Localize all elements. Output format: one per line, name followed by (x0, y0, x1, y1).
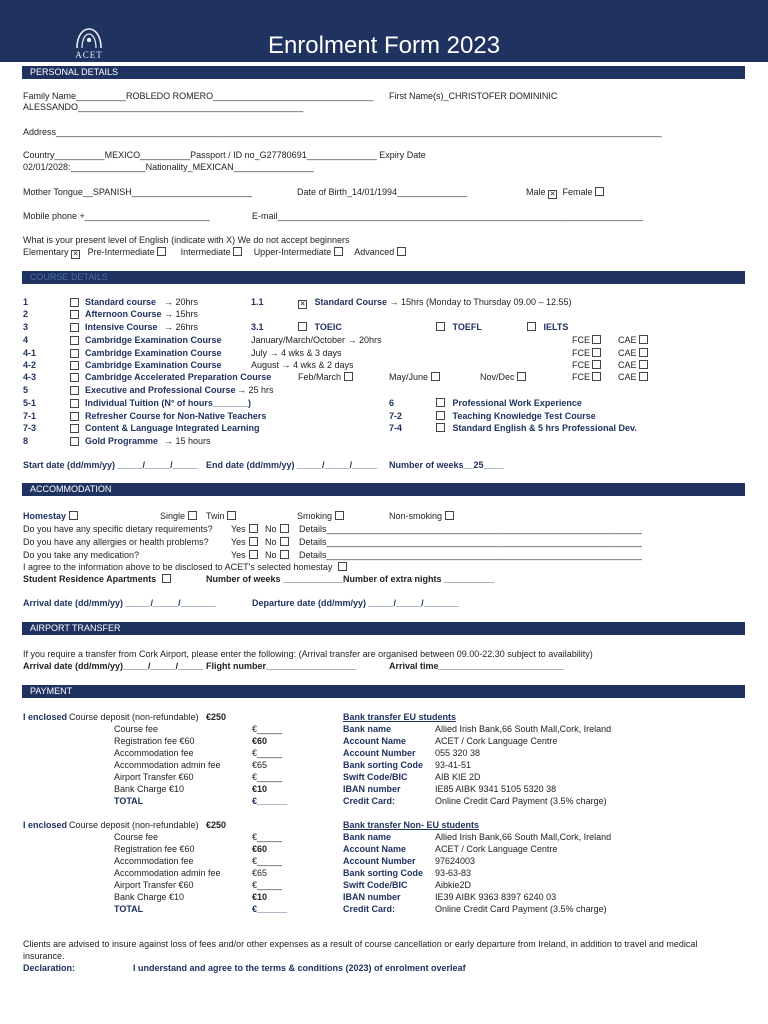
feb-march-label: Feb/March (298, 372, 342, 382)
form-header (0, 0, 768, 62)
yes-checkbox[interactable] (249, 550, 258, 559)
bank-detail-value: Allied Irish Bank,66 South Mall,Cork, Ireland (435, 724, 612, 734)
english-level-options (23, 247, 406, 259)
fee-amount-field[interactable]: €_____ (252, 856, 283, 866)
upper-intermediate-checkbox[interactable] (334, 247, 343, 256)
cae-checkbox[interactable] (639, 335, 648, 344)
first-name-continued[interactable]: ALESSANDO_____________________________________________ (23, 102, 304, 112)
mobile-field[interactable]: Mobile phone +_________________________ (23, 211, 210, 221)
cae-checkbox[interactable] (639, 372, 648, 381)
residence-checkbox[interactable] (162, 574, 171, 583)
fee-label: Airport Transfer €60 (114, 772, 194, 782)
toeic-label: TOEIC (314, 322, 342, 332)
bank-detail-label: Bank sorting Code (343, 760, 424, 770)
homestay-label: Homestay (23, 511, 67, 521)
cae-checkbox[interactable] (639, 348, 648, 357)
fee-label: Bank Charge €10 (114, 892, 185, 902)
course-number: 4-3 (23, 372, 37, 382)
enclosed-label: I enclosed (23, 712, 68, 722)
mother-tongue-field[interactable]: Mother Tongue__SPANISH________________________ (23, 187, 252, 197)
no-option (265, 550, 289, 561)
toefl-checkbox[interactable] (436, 322, 445, 331)
deposit-amount: €250 (206, 820, 227, 830)
homestay-checkbox[interactable] (69, 511, 78, 520)
course-7-4-name: Standard English & 5 hrs Professional Dev. (452, 423, 637, 433)
may-june-label: May/June (389, 372, 429, 382)
fee-amount-field[interactable]: €65 (252, 868, 268, 878)
fee-amount-field[interactable]: €10 (252, 784, 268, 794)
yes-option (231, 537, 258, 548)
total-amount-field[interactable]: €______ (252, 796, 288, 806)
start-date-field[interactable] (23, 460, 198, 471)
fce-checkbox[interactable] (592, 360, 601, 369)
fee-amount-field[interactable]: €60 (252, 844, 268, 854)
fee-label: Accommodation fee (114, 856, 194, 866)
course-checkbox[interactable] (70, 361, 79, 370)
enclosed-label: I enclosed (23, 820, 68, 830)
course-number: 4 (23, 335, 29, 345)
fee-amount-field[interactable]: €_____ (252, 772, 283, 782)
course-name: Cambridge Examination Course (85, 335, 222, 345)
yes-option (231, 524, 258, 535)
nov-dec-label: Nov/Dec (480, 372, 515, 382)
address-field[interactable]: Address_________________________________________________________________________________________________________________________ (23, 127, 662, 137)
no-option (265, 537, 289, 548)
course-hours: → 25 hrs (237, 385, 274, 395)
course-name: Standard course (85, 297, 157, 307)
course-name: Refresher Course for Non-Native Teachers (85, 411, 267, 421)
cae-option (618, 360, 648, 371)
bank-detail-value: 93-63-83 (435, 868, 472, 878)
cae-label: CAE (618, 335, 637, 345)
section-personal-details: PERSONAL DETAILS (22, 66, 745, 79)
bank-detail-value: Allied Irish Bank,66 South Mall,Cork, Ireland (435, 832, 612, 842)
airport-arrival-date-field[interactable]: Arrival date (dd/mm/yy)_____/_____/_____ (23, 661, 204, 671)
residence-label: Student Residence Apartments (23, 574, 157, 584)
homestay-consent (23, 562, 347, 573)
ielts-checkbox[interactable] (527, 322, 536, 331)
arrival-date-text: Arrival date (dd/mm/yy) _____/_____/_______ (23, 598, 216, 608)
course-1-1-checkbox-checked[interactable]: ✕ (299, 301, 306, 308)
section-payment: PAYMENT (22, 685, 745, 698)
section-course-details: COURSE DETAILS (22, 271, 745, 284)
course-hours: → 15 hours (164, 436, 211, 446)
course-number: 7-3 (23, 423, 37, 433)
yes-checkbox[interactable] (249, 537, 258, 546)
pre-intermediate-checkbox[interactable] (157, 247, 166, 256)
course-7-2 (436, 411, 596, 422)
course-num-6: 6 (389, 398, 395, 408)
course-name: Content & Language Integrated Learning (85, 423, 260, 433)
arrival-date-field[interactable] (23, 598, 216, 609)
level-intermediate: Intermediate (180, 247, 231, 257)
bank-detail-value: ACET / Cork Language Centre (435, 844, 558, 854)
page-title: Enrolment Form 2023 (267, 32, 501, 59)
intermediate-checkbox[interactable] (233, 247, 242, 256)
course-checkbox[interactable] (70, 412, 79, 421)
insurance-note-cont: insurance. (23, 951, 65, 961)
course-hours: January/March/October → 20hrs (251, 335, 382, 345)
course-name: Afternoon Course (85, 309, 162, 319)
male-checkbox-checked[interactable]: ✕ (549, 191, 556, 198)
course-checkbox[interactable] (70, 373, 79, 382)
end-date-field[interactable] (206, 460, 377, 471)
first-name-field[interactable]: First Name(s)_CHRISTOFER DOMININIC (389, 91, 558, 101)
cae-option (618, 372, 648, 383)
no-label: No (265, 550, 277, 560)
course-checkbox[interactable] (70, 323, 79, 332)
course-num-1-1: 1.1 (251, 297, 264, 307)
section-airport-transfer: AIRPORT TRANSFER (22, 622, 745, 635)
toefl-option (436, 322, 482, 333)
course-6-checkbox[interactable] (436, 398, 445, 407)
bank-detail-value: Online Credit Card Payment (3.5% charge) (435, 796, 607, 806)
smoking-label: Smoking (297, 511, 333, 521)
cae-option (618, 348, 648, 359)
course-7-2-checkbox[interactable] (436, 411, 445, 420)
smoking-option (297, 511, 344, 522)
bank-detail-label: Account Name (343, 844, 407, 854)
course-checkbox[interactable] (70, 310, 79, 319)
cae-option (618, 335, 648, 346)
total-amount-field[interactable]: €______ (252, 904, 288, 914)
course-number: 2 (23, 309, 29, 319)
fce-option (572, 372, 601, 383)
bank-detail-label: IBAN number (343, 892, 401, 902)
end-date-text: End date (dd/mm/yy) _____/_____/_____ (206, 460, 378, 470)
fce-checkbox[interactable] (592, 335, 601, 344)
course-1-1 (298, 297, 572, 309)
details-field[interactable]: Details_______________________________________________________________ (299, 550, 642, 560)
fee-label: Airport Transfer €60 (114, 880, 194, 890)
male-label: Male (526, 187, 546, 197)
course-1-1-hours: → 15hrs (Monday to Thursday 09.00 – 12.55) (389, 297, 572, 307)
fce-label: FCE (572, 360, 590, 370)
elementary-checkbox-checked[interactable]: ✕ (72, 251, 79, 258)
no-checkbox[interactable] (280, 524, 289, 533)
course-number: 1 (23, 297, 29, 307)
fce-option (572, 360, 601, 371)
yes-checkbox[interactable] (249, 524, 258, 533)
bank-transfer-title: Bank transfer Non- EU students (343, 820, 480, 830)
fce-label: FCE (572, 335, 590, 345)
bank-detail-label: Bank sorting Code (343, 868, 424, 878)
bank-detail-label: Account Name (343, 736, 407, 746)
course-num-7-4: 7-4 (389, 423, 403, 433)
yes-label: Yes (231, 524, 246, 534)
non-smoking-option (389, 511, 454, 522)
course-number: 3 (23, 322, 29, 332)
fee-label: Accommodation fee (114, 748, 194, 758)
extra-nights-field[interactable]: Number of extra nights __________ (343, 574, 495, 584)
toefl-label: TOEFL (452, 322, 482, 332)
toeic-option (298, 322, 342, 333)
level-advanced: Advanced (354, 247, 395, 257)
nov-dec-checkbox[interactable] (517, 372, 526, 381)
bank-detail-label: Swift Code/BIC (343, 772, 408, 782)
course-checkbox[interactable] (70, 349, 79, 358)
course-hours: August → 4 wks & 2 days (251, 360, 354, 370)
fee-amount-field[interactable]: €_____ (252, 880, 283, 890)
flight-number-field[interactable]: Flight number__________________ (206, 661, 357, 671)
fce-checkbox[interactable] (592, 348, 601, 357)
yes-label: Yes (231, 550, 246, 560)
course-number: 5 (23, 385, 29, 395)
course-hours: → 15hrs (164, 309, 199, 319)
country-passport-field[interactable]: Country__________MEXICO__________Passport / ID no_G27780691______________ Expiry Date (23, 150, 426, 160)
cae-label: CAE (618, 372, 637, 382)
section-accommodation: ACCOMMODATION (22, 483, 745, 496)
feb-march-checkbox[interactable] (344, 372, 353, 381)
course-7-4 (436, 423, 637, 434)
course-6-name: Professional Work Experience (452, 398, 582, 408)
weeks-text: Number of weeks__25____ (389, 460, 504, 470)
fee-label: Bank Charge €10 (114, 784, 185, 794)
fce-checkbox[interactable] (592, 372, 601, 381)
bank-detail-value: AIB KIE 2D (435, 772, 481, 782)
fee-amount-field[interactable]: €60 (252, 736, 268, 746)
departure-date-text: Departure date (dd/mm/yy) _____/_____/_______ (252, 598, 459, 608)
twin-label: Twin (206, 511, 225, 521)
bank-detail-value: Online Credit Card Payment (3.5% charge) (435, 904, 607, 914)
course-checkbox[interactable] (70, 298, 79, 307)
level-elementary: Elementary (23, 247, 69, 257)
fee-amount-field[interactable]: €_____ (252, 724, 283, 734)
bank-detail-value: 055 320 38 (435, 748, 481, 758)
fee-label: Registration fee €60 (114, 736, 195, 746)
course-checkbox[interactable] (70, 437, 79, 446)
level-pre-intermediate: Pre-Intermediate (87, 247, 155, 257)
fee-amount-field[interactable]: €_____ (252, 832, 283, 842)
nov-dec-option (480, 372, 526, 383)
bank-detail-value: ACET / Cork Language Centre (435, 736, 558, 746)
course-name: Executive and Professional Course (85, 385, 236, 395)
course-checkbox[interactable] (70, 336, 79, 345)
no-checkbox[interactable] (280, 550, 289, 559)
ielts-label: IELTS (543, 322, 569, 332)
details-field[interactable]: Details_______________________________________________________________ (299, 524, 642, 534)
start-date-text: Start date (dd/mm/yy) _____/_____/_____ (23, 460, 198, 470)
bank-detail-value: IE39 AIBK 9363 8397 6240 03 (435, 892, 557, 902)
accom-question: Do you take any medication? (23, 550, 140, 560)
single-label: Single (160, 511, 186, 521)
fee-label: Course fee (114, 832, 159, 842)
total-label: TOTAL (114, 904, 144, 914)
non-smoking-checkbox[interactable] (445, 511, 454, 520)
course-name: Intensive Course (85, 322, 158, 332)
bank-detail-value: IE85 AIBK 9341 5105 5320 38 (435, 784, 557, 794)
cae-checkbox[interactable] (639, 360, 648, 369)
fce-option (572, 348, 601, 359)
twin-checkbox[interactable] (227, 511, 236, 520)
may-june-option (389, 372, 440, 383)
logo-text: ACET (75, 50, 103, 60)
fee-label: Course fee (114, 724, 159, 734)
bank-detail-label: Account Number (343, 856, 416, 866)
course-7-4-checkbox[interactable] (436, 423, 445, 432)
no-option (265, 524, 289, 535)
bank-detail-label: Swift Code/BIC (343, 880, 408, 890)
fee-amount-field[interactable]: €_____ (252, 748, 283, 758)
bank-detail-label: Credit Card: (343, 904, 396, 914)
course-name: Cambridge Accelerated Preparation Course (85, 372, 272, 382)
bank-detail-label: Bank name (343, 832, 392, 842)
course-1-1-name: Standard Course (314, 297, 388, 307)
departure-date-field[interactable] (252, 598, 459, 609)
accom-question: Do you have any allergies or health problems? (23, 537, 209, 547)
bank-detail-label: Account Number (343, 748, 416, 758)
no-checkbox[interactable] (280, 537, 289, 546)
homestay-consent-checkbox[interactable] (338, 562, 347, 571)
course-checkbox[interactable] (70, 424, 79, 433)
gender-options (526, 187, 604, 199)
no-label: No (265, 537, 277, 547)
arrival-time-field[interactable]: Arrival time_________________________ (389, 661, 564, 671)
course-number: 7-1 (23, 411, 37, 421)
family-name-field[interactable]: Family Name__________ROBLEDO ROMERO________________________________ (23, 91, 374, 101)
course-hours: → 26hrs (164, 322, 199, 332)
details-field[interactable]: Details_______________________________________________________________ (299, 537, 642, 547)
yes-option (231, 550, 258, 561)
cae-label: CAE (618, 360, 637, 370)
dob-field[interactable]: Date of Birth_14/01/1994______________ (297, 187, 468, 197)
course-number: 4-1 (23, 348, 37, 358)
deposit-label: Course deposit (non-refundable) (69, 820, 199, 830)
course-name: Individual Tuition (N° of hours_______) (85, 398, 251, 408)
declaration-label: Declaration: (23, 963, 76, 973)
cae-label: CAE (618, 348, 637, 358)
fee-amount-field[interactable]: €65 (252, 760, 268, 770)
fee-label: Registration fee €60 (114, 844, 195, 854)
single-checkbox[interactable] (188, 511, 197, 520)
toeic-checkbox[interactable] (298, 322, 307, 331)
email-field[interactable]: E-mail_________________________________________________________________________ (252, 211, 643, 221)
level-upper-intermediate: Upper-Intermediate (253, 247, 332, 257)
fce-label: FCE (572, 348, 590, 358)
course-num-3-1: 3.1 (251, 322, 264, 332)
twin-option (206, 511, 236, 522)
course-hours: → 20hrs (164, 297, 199, 307)
homestay-option (23, 511, 78, 522)
accom-question: Do you have any specific dietary requirements? (23, 524, 213, 534)
deposit-amount: €250 (206, 712, 227, 722)
deposit-label: Course deposit (non-refundable) (69, 712, 199, 722)
course-7-2-name: Teaching Knowledge Test Course (452, 411, 596, 421)
course-number: 5-1 (23, 398, 37, 408)
weeks-field[interactable] (389, 460, 504, 471)
female-checkbox[interactable] (595, 187, 604, 196)
residence-option (23, 574, 171, 585)
bank-detail-label: Bank name (343, 724, 392, 734)
bank-transfer-title: Bank transfer EU students (343, 712, 457, 722)
insurance-note: Clients are advised to insure against loss of fees and/or other expenses as a result of course cancellation or early departure from Ireland, in addition to travel and medical (23, 939, 698, 949)
ielts-option (527, 322, 568, 333)
bank-detail-value: 93-41-51 (435, 760, 472, 770)
total-label: TOTAL (114, 796, 144, 806)
female-label: Female (562, 187, 593, 197)
course-checkbox[interactable] (70, 399, 79, 408)
course-name: Cambridge Examination Course (85, 348, 222, 358)
english-level-question: What is your present level of English (indicate with X) We do not accept beginners (23, 235, 350, 245)
course-checkbox[interactable] (70, 386, 79, 395)
fee-label: Accommodation admin fee (114, 760, 221, 770)
expiry-nationality-field[interactable]: 02/01/2028:_______________Nationality_MEXICAN________________ (23, 162, 314, 172)
residence-weeks-field[interactable]: Number of weeks ____________ (206, 574, 344, 584)
course-name: Gold Programme (85, 436, 159, 446)
no-label: No (265, 524, 277, 534)
may-june-checkbox[interactable] (431, 372, 440, 381)
single-option (160, 511, 197, 522)
non-smoking-label: Non-smoking (389, 511, 443, 521)
course-hours: July → 4 wks & 3 days (251, 348, 342, 358)
homestay-consent-text: I agree to the information above to be disclosed to ACET's selected homestay (23, 562, 333, 572)
fee-amount-field[interactable]: €10 (252, 892, 268, 902)
course-number: 8 (23, 436, 29, 446)
course-num-7-2: 7-2 (389, 411, 403, 421)
bank-detail-value: Aibkie2D (435, 880, 472, 890)
course-name: Cambridge Examination Course (85, 360, 222, 370)
smoking-checkbox[interactable] (335, 511, 344, 520)
feb-march-option (298, 372, 353, 383)
airport-intro: If you require a transfer from Cork Airport, please enter the following: (Arrival transfer are organised between 09.00-22.30 subject to availability) (23, 649, 593, 659)
bank-detail-label: IBAN number (343, 784, 401, 794)
yes-label: Yes (231, 537, 246, 547)
bank-detail-label: Credit Card: (343, 796, 396, 806)
bank-detail-value: 97624003 (435, 856, 476, 866)
course-number: 4-2 (23, 360, 37, 370)
declaration-text: I understand and agree to the terms & conditions (2023) of enrolment overleaf (133, 963, 466, 973)
fee-label: Accommodation admin fee (114, 868, 221, 878)
fce-option (572, 335, 601, 346)
advanced-checkbox[interactable] (397, 247, 406, 256)
course-6 (436, 398, 582, 409)
fce-label: FCE (572, 372, 590, 382)
